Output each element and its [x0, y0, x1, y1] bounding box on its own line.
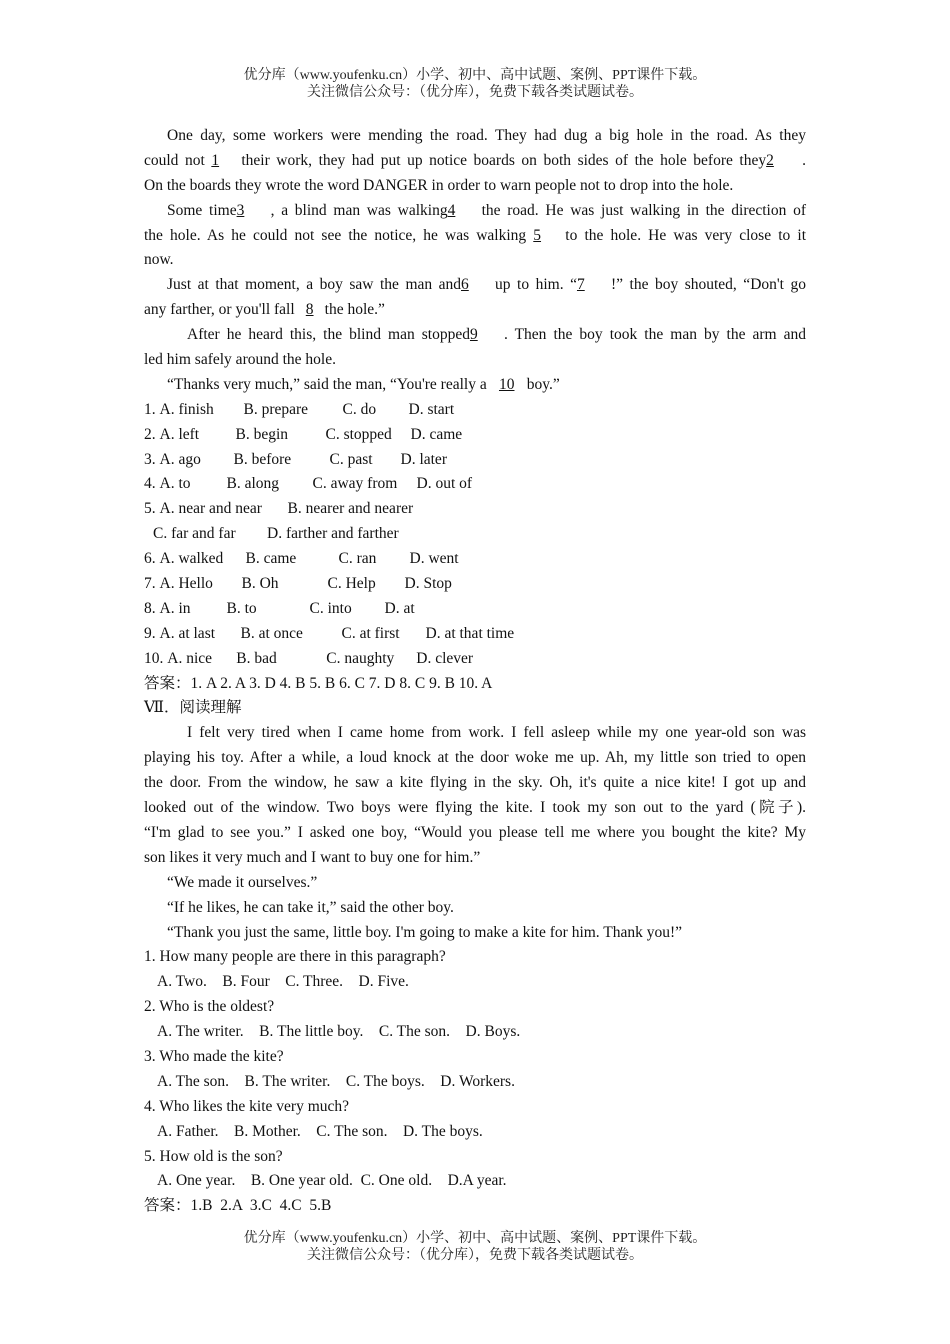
option-d: D. went [409, 550, 459, 568]
cloze-answer-key: 答案：1. A 2. A 3. D 4. B 5. B 6. C 7. D 8. C 9. B 10. A [144, 674, 493, 692]
option-c: C. Help [327, 575, 376, 593]
blank-2: 2 [766, 151, 774, 169]
option-a: A. ago [159, 450, 201, 468]
cloze-p1-line3: On the boards they wrote the word DANGER in order to warn people not to drop into the hole. [144, 176, 734, 194]
option-a: A. in [159, 599, 191, 617]
option-c: C. away from [312, 475, 398, 493]
option-d: D. Stop [404, 575, 452, 593]
cloze-question-3: 3. A. ago B. before C. past D. later [144, 448, 806, 473]
reading-line-7: “We made it ourselves.” [167, 873, 318, 891]
blank-4: 4 [447, 201, 456, 219]
blank-6: 6 [461, 276, 469, 294]
cloze-question-5: 5. A. near and near B. nearer and nearer [144, 497, 806, 522]
option-d: D. later [400, 450, 447, 468]
blank-8: 8 [305, 301, 314, 319]
option-a: A. walked [159, 550, 224, 568]
blank-5: 5 [533, 226, 542, 244]
cloze-p3-line2: any farther, or you'll fall 8 the hole.” [144, 298, 806, 323]
option-b: B. prepare [243, 400, 309, 418]
header-line-2: 关注微信公众号：（优分库），免费下载各类试题试卷。 [307, 85, 643, 100]
cloze-p2-line2: the hole. As he could not see the notice, he was walking 5 to the hole. He was very close to it [144, 224, 806, 249]
option-d: D. farther and farther [267, 525, 399, 543]
footer-line-2: 关注微信公众号：（优分库），免费下载各类试题试卷。 [307, 1248, 643, 1263]
option-d: D. clever [416, 649, 474, 667]
reading-question-4: 4. Who likes the kite very much? [144, 1097, 350, 1115]
option-d: D. out of [416, 475, 473, 493]
reading-line-4: looked out of the window. Two boys were flying the kite. I took my son out to the yard (院子). [144, 799, 806, 817]
reading-question-5-options: A. One year. B. One year old. C. One old. D.A year. [157, 1172, 507, 1190]
cloze-question-6: 6. A. walked B. came C. ran D. went [144, 547, 806, 572]
reading-question-1-options: A. Two. B. Four C. Three. D. Five. [157, 973, 409, 991]
option-a: A. left [159, 425, 200, 443]
option-d: D. came [410, 425, 463, 443]
option-a: A. at last [159, 624, 216, 642]
option-a: A. near and near [159, 500, 262, 518]
option-b: B. along [226, 475, 280, 493]
page-footer [0, 1230, 950, 1264]
option-b: B. before [233, 450, 292, 468]
reading-line-5: “I'm glad to see you.” I asked one boy, “Would you please tell me where you bought the kite? My [144, 823, 806, 841]
option-a: A. Hello [159, 575, 213, 593]
option-d: D. start [408, 400, 455, 418]
cloze-p4-line2: led him safely around the hole. [144, 351, 336, 369]
reading-line-2: playing his toy. After a while, a loud knock at the door woke me up. Ah, my little son tried to open [144, 749, 806, 767]
blank-7: 7 [576, 276, 585, 294]
option-a: A. nice [167, 649, 213, 667]
option-d: D. at that time [425, 624, 515, 642]
blank-10: 10 [498, 375, 515, 393]
reading-question-5: 5. How old is the son? [144, 1147, 283, 1165]
blank-9: 9 [469, 326, 478, 344]
cloze-question-4: 4. A. to B. along C. away from D. out of [144, 472, 806, 497]
footer-line-1: 优分库（www.youfenku.cn）小学、初中、高中试题、案例、PPT课件下载。 [243, 1231, 707, 1246]
cloze-p2-line3: now. [144, 251, 174, 269]
reading-line-6: son likes it very much and I want to buy one for him.” [144, 848, 481, 866]
cloze-p4-line1: After he heard this, the blind man stopped9 . Then the boy took the man by the arm and [144, 323, 806, 348]
option-b: B. came [245, 550, 297, 568]
reading-line-8: “If he likes, he can take it,” said the other boy. [167, 898, 454, 916]
option-c: C. ran [338, 550, 377, 568]
section-title-reading: Ⅶ．阅读理解 [144, 699, 242, 717]
reading-question-2: 2. Who is the oldest? [144, 998, 275, 1016]
reading-question-3-options: A. The son. B. The writer. C. The boys. D. Workers. [157, 1072, 515, 1090]
option-b: B. at once [240, 624, 303, 642]
reading-question-3: 3. Who made the kite? [144, 1047, 284, 1065]
cloze-p5-line1: “Thanks very much,” said the man, “You're really a 10 boy.” [144, 373, 806, 398]
option-a: A. finish [159, 400, 214, 418]
option-d: D. at [384, 599, 415, 617]
reading-question-4-options: A. Father. B. Mother. C. The son. D. The boys. [157, 1122, 483, 1140]
cloze-question-9: 9. A. at last B. at once C. at first D. at that time [144, 622, 806, 647]
cloze-p1-line2: could not 1 their work, they had put up notice boards on both sides of the hole before they2 . [144, 149, 806, 174]
option-a: A. to [159, 475, 191, 493]
option-c: C. at first [341, 624, 400, 642]
option-b: B. nearer and nearer [287, 500, 414, 518]
option-c: C. do [342, 400, 377, 418]
reading-question-1: 1. How many people are there in this paragraph? [144, 948, 446, 966]
header-line-1: 优分库（www.youfenku.cn）小学、初中、高中试题、案例、PPT课件下载。 [243, 68, 707, 83]
reading-line-3: the door. From the window, he saw a kite flying in the sky. Oh, it's quite a nice kite! I got up and [144, 774, 806, 792]
option-c: C. naughty [326, 649, 395, 667]
blank-3: 3 [236, 201, 245, 219]
option-b: B. bad [236, 649, 277, 667]
cloze-question-10: 10. A. nice B. bad C. naughty D. clever [144, 647, 806, 672]
cloze-p2-line1: Some time3 , a blind man was walking4 the road. He was just walking in the direction of [144, 199, 806, 224]
cloze-question-7: 7. A. Hello B. Oh C. Help D. Stop [144, 572, 806, 597]
cloze-question-1: 1. A. finish B. prepare C. do D. start [144, 398, 806, 423]
cloze-p1-line1: One day, some workers were mending the road. They had dug a big hole in the road. As they [167, 127, 806, 144]
reading-line-9: “Thank you just the same, little boy. I'm going to make a kite for him. Thank you!” [167, 923, 683, 941]
reading-line-1: I felt very tired when I came home from work. I fell asleep while my one year-old son was [187, 724, 806, 742]
cloze-p3-line1: Just at that moment, a boy saw the man and6 up to him. “7 !” the boy shouted, “Don't go [144, 273, 806, 298]
document-body [144, 124, 806, 1219]
option-c: C. past [329, 450, 373, 468]
option-c: C. far and far [153, 525, 236, 543]
option-c: C. into [309, 599, 352, 617]
cloze-question-2: 2. A. left B. begin C. stopped D. came [144, 423, 806, 448]
option-b: B. begin [235, 425, 289, 443]
reading-question-2-options: A. The writer. B. The little boy. C. The son. D. Boys. [157, 1023, 521, 1041]
option-b: B. Oh [241, 575, 279, 593]
option-b: B. to [226, 599, 257, 617]
cloze-question-8: 8. A. in B. to C. into D. at [144, 597, 806, 622]
reading-answer-key: 答案：1.B 2.A 3.C 4.C 5.B [144, 1197, 332, 1215]
blank-1: 1 [211, 151, 220, 169]
page-header [0, 67, 950, 101]
option-c: C. stopped [325, 425, 392, 443]
cloze-question-5-cont [144, 522, 806, 547]
